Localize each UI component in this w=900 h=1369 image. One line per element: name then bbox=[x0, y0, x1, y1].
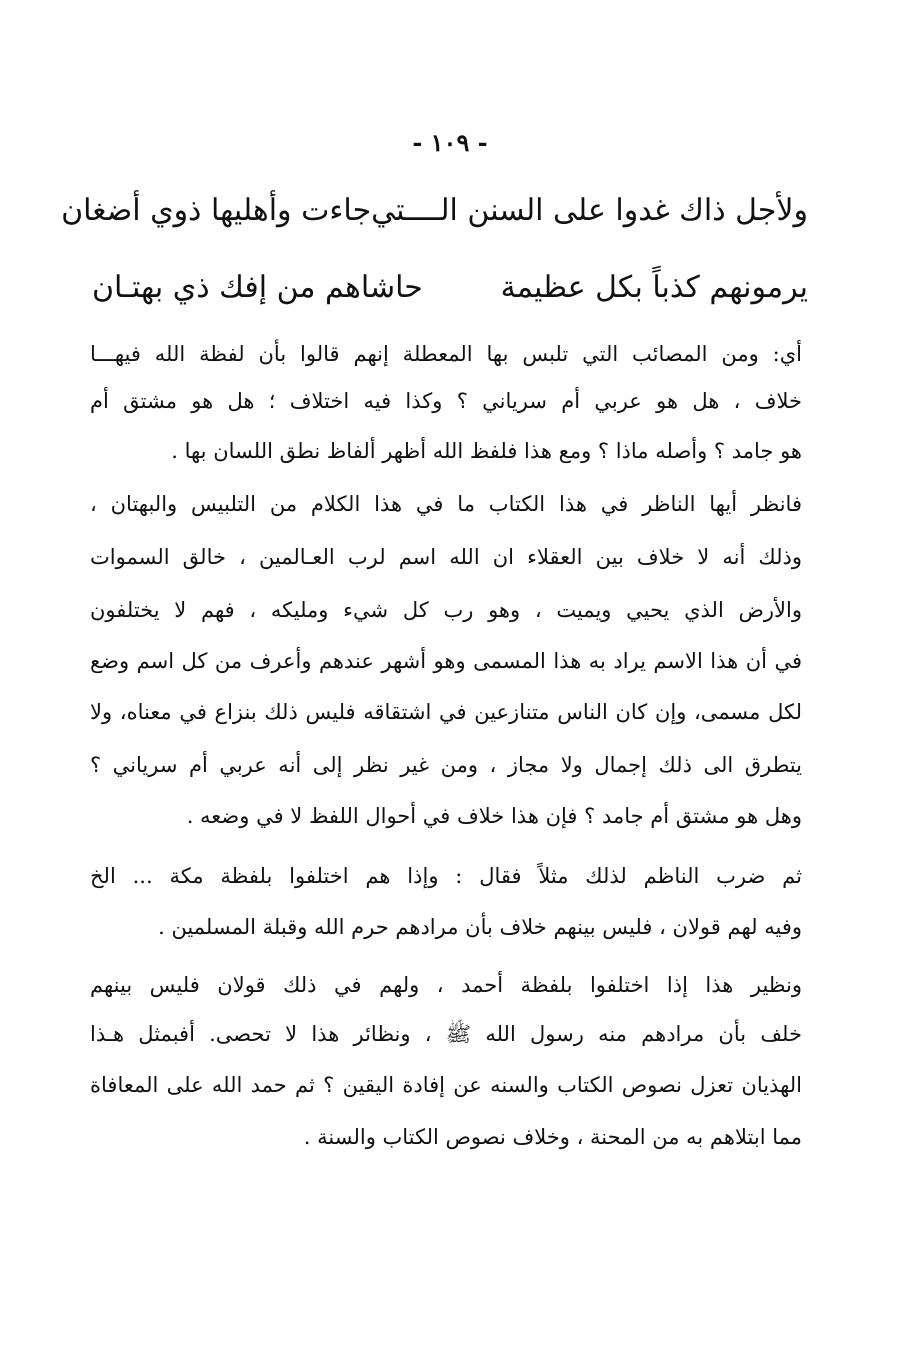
verse-line bbox=[92, 262, 808, 314]
paragraph-line: خلاف ، هل هو عربي أم سرياني ؟ وكذا فيه اختلاف ؛ هل هو مشتق أم bbox=[90, 389, 802, 413]
paragraph-line: في أن هذا الاسم يراد به هذا المسمى وهو أشهر عندهم وأعرف من كل اسم وضع bbox=[90, 649, 802, 673]
paragraph-line: وذلك أنه لا خلاف بين العقلاء ان الله اسم لرب العـالمين ، خالق السموات bbox=[90, 545, 802, 569]
paragraph-line: خلف بأن مرادهم منه رسول الله ﷺ ، ونظائر هذا لا تحصى. أفبمثل هـذا bbox=[90, 1022, 802, 1046]
paragraph-line: والأرض الذي يحيي ويميت ، وهو رب كل شيء ومليكه ، فهم لا يختلفون bbox=[90, 598, 802, 622]
paragraph-line: وهل هو مشتق أم جامد ؟ فإن هذا خلاف في أحوال اللفظ لا في وضعه . bbox=[186, 804, 802, 828]
page-number: - ١٠٩ - bbox=[412, 128, 488, 157]
paragraph-line: وفيه لهم قولان ، فليس بينهم خلاف بأن مرادهم حرم الله وقبلة المسلمين . bbox=[158, 915, 802, 939]
paragraph-line: هو جامد ؟ وأصله ماذا ؟ ومع هذا فلفظ الله أظهر ألفاظ نطق اللسان بها . bbox=[171, 439, 802, 463]
verse-second-hemistich: حاشاهم من إفك ذي بهتـان bbox=[92, 270, 423, 305]
paragraph-line: لكل مسمى، وإن كان الناس متنازعين في اشتقاقه فليس ذلك بنزاع في معناه، ولا bbox=[90, 700, 802, 724]
paragraph-line: مما ابتلاهم به من المحنة ، وخلاف نصوص الكتاب والسنة . bbox=[303, 1125, 802, 1149]
verse-first-hemistich: يرمونهم كذباً بكل عظيمة bbox=[500, 270, 808, 305]
verse-line bbox=[61, 185, 808, 237]
paragraph-line: الهذيان تعزل نصوص الكتاب والسنه عن إفادة اليقين ؟ ثم حمد الله على المعافاة bbox=[90, 1073, 802, 1097]
paragraph-line: أي: ومن المصائب التي تلبس بها المعطلة إنهم قالوا بأن لفظة الله فيهـــا bbox=[90, 342, 802, 366]
paragraph-line: يتطرق الى ذلك إجمال ولا مجاز ، ومن غير نظر إلى أنه عربي أم سرياني ؟ bbox=[90, 753, 802, 777]
paragraph-line: فانظر أيها الناظر في هذا الكتاب ما في هذا الكلام من التلبيس والبهتان ، bbox=[90, 492, 802, 516]
verse-first-hemistich: ولأجل ذاك غدوا على السنن الــــتي bbox=[371, 193, 808, 228]
verse-second-hemistich: جاءت وأهليها ذوي أضغان bbox=[61, 193, 372, 228]
paragraph-line: ونظير هذا إذا اختلفوا بلفظة أحمد ، ولهم في ذلك قولان فليس بينهم bbox=[90, 973, 802, 997]
paragraph-line: ثم ضرب الناظم لذلك مثلاً فقال : وإذا هم اختلفوا بلفظة مكة ... الخ bbox=[90, 864, 802, 888]
